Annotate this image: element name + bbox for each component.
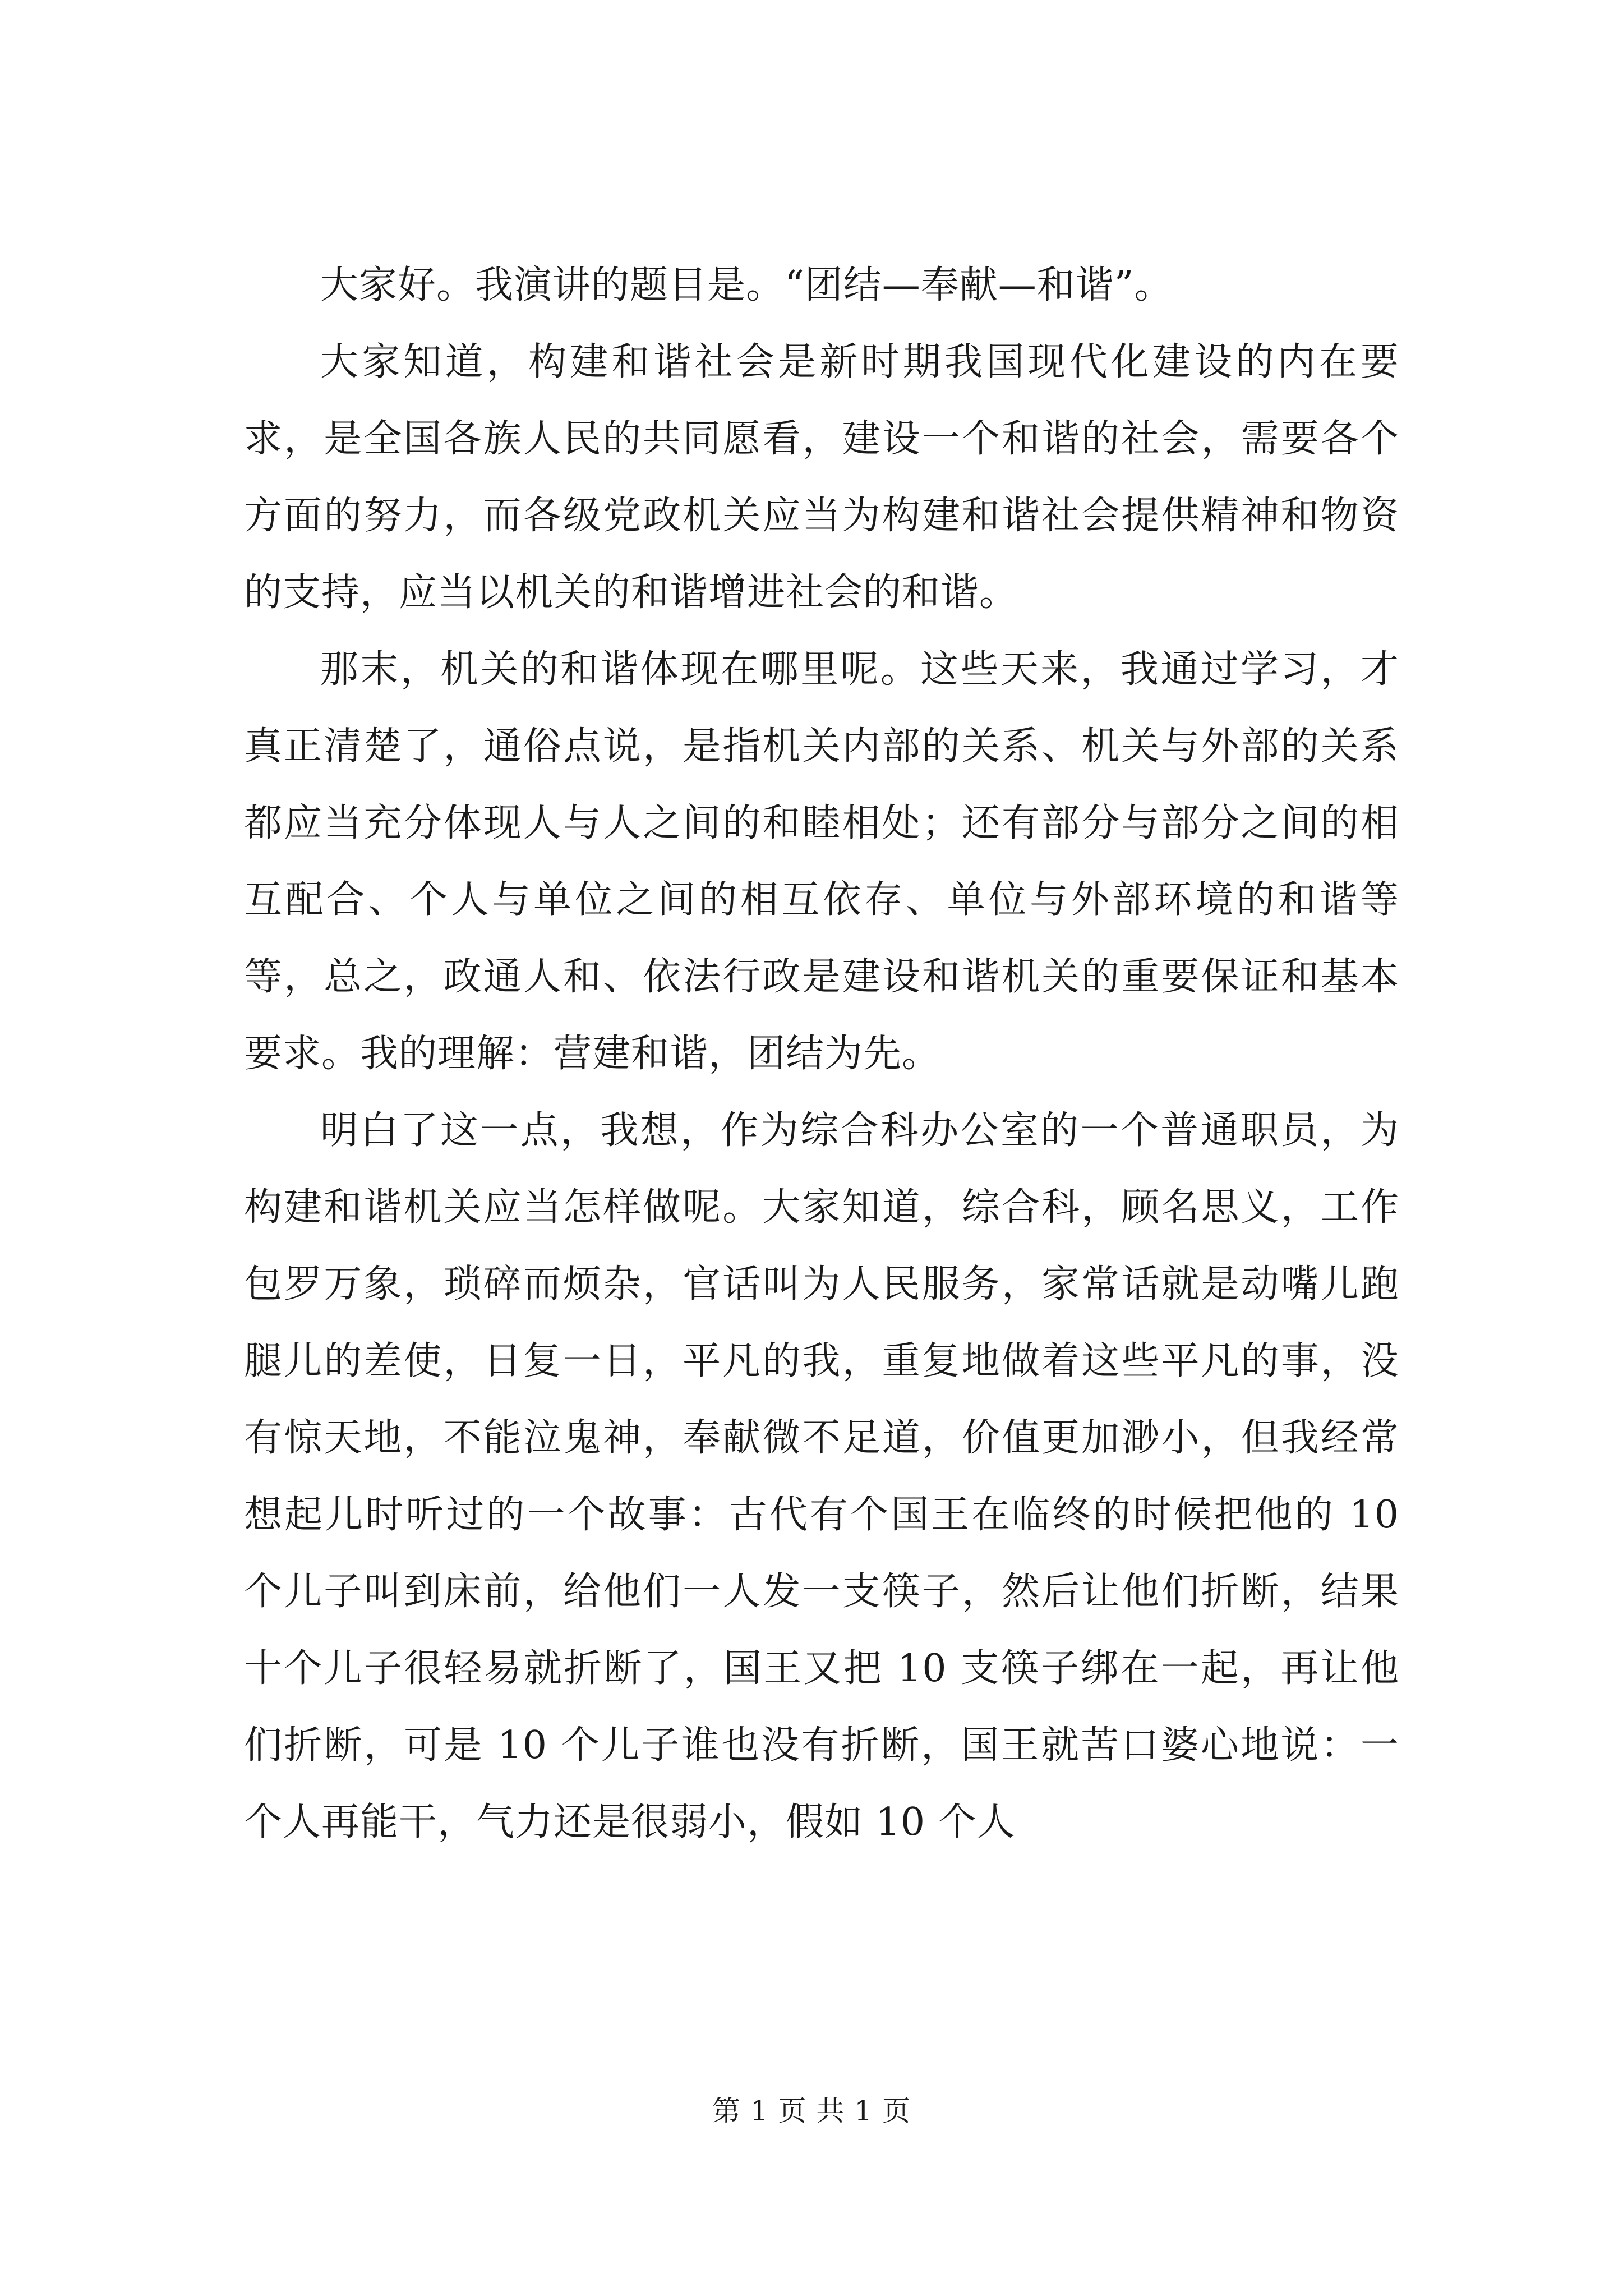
- paragraph-agency-harmony: 那末，机关的和谐体现在哪里呢。这些天来，我通过学习，才真正清楚了，通俗点说，是指机关内部的关系、机关与外部的关系都应当充分体现人与人之间的和睦相处；还有部分与部分之间的相互配合、个人与单位之间的相互依存、单位与外部环境的和谐等等，总之，政通人和、依法行政是建设和谐机关的重要保证和基本要求。我的理解：营建和谐，团结为先。: [244, 647, 1399, 1076]
- document-body: [244, 247, 1399, 1861]
- page-footer: 第 1 页 共 1 页: [712, 2095, 911, 2127]
- paragraph-greeting: 大家好。我演讲的题目是。“团结—奉献—和谐”。: [320, 263, 1173, 307]
- paragraph-office-staff-story: 明白了这一点，我想，作为综合科办公室的一个普通职员，为构建和谐机关应当怎样做呢。大家知道，综合科，顾名思义，工作包罗万象，琐碎而烦杂，官话叫为人民服务，家常话就是动嘴儿跑腿儿的差使，日复一日，平凡的我，重复地做着这些平凡的事，没有惊天地，不能泣鬼神，奉献微不足道，价值更加渺小，但我经常想起儿时听过的一个故事：古代有个国王在临终的时候把他的 10 个儿子叫到床前，给他们一人发一支筷子，然后让他们折断，结果十个儿子很轻易就折断了，国王又把 10 支筷子绑在一起，再让他们折断，可是 10 个儿子谁也没有折断，国王就苦口婆心地说：一个人再能干，气力还是很弱小，假如 10 个人: [244, 1108, 1399, 1844]
- paragraph-harmonious-society: 大家知道，构建和谐社会是新时期我国现代化建设的内在要求，是全国各族人民的共同愿看，建设一个和谐的社会，需要各个方面的努力，而各级党政机关应当为构建和谐社会提供精神和物资的支持，应当以机关的和谐增进社会的和谐。: [244, 340, 1399, 615]
